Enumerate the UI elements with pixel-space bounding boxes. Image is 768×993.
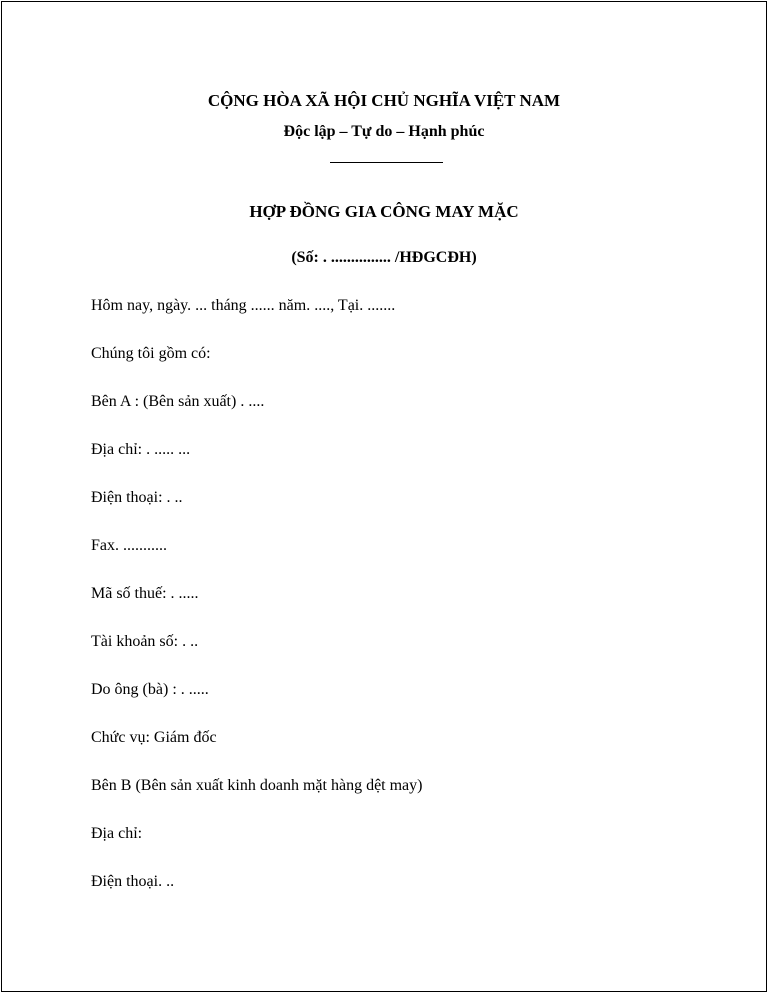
party-a-account: Tài khoản số: . .. — [91, 633, 199, 650]
date-location-line: Hôm nay, ngày. ... tháng ...... năm. ...., Tại. ....... — [91, 297, 396, 314]
motto-underline — [330, 162, 443, 163]
party-b-address: Địa chỉ: — [91, 825, 143, 842]
contract-title: HỢP ĐỒNG GIA CÔNG MAY MẶC — [249, 202, 519, 221]
parties-intro-line: Chúng tôi gồm có: — [91, 345, 211, 362]
contract-number: (Số: . ............... /HĐGCĐH) — [291, 249, 477, 266]
party-a-address: Địa chỉ: . ..... ... — [91, 441, 191, 458]
party-a-heading: Bên A : (Bên sản xuất) . .... — [91, 393, 265, 410]
party-a-tax-code: Mã số thuế: . ..... — [91, 585, 199, 602]
party-b-heading: Bên B (Bên sản xuất kinh doanh mặt hàng dệt may) — [91, 777, 423, 794]
party-a-fax: Fax. ........... — [91, 537, 167, 554]
document-page — [1, 1, 767, 992]
party-b-phone: Điện thoại. .. — [91, 873, 175, 890]
national-title: CỘNG HÒA XÃ HỘI CHỦ NGHĨA VIỆT NAM — [207, 91, 561, 110]
party-a-position: Chức vụ: Giám đốc — [91, 729, 217, 746]
party-a-representative: Do ông (bà) : . ..... — [91, 681, 209, 698]
party-a-phone: Điện thoại: . .. — [91, 489, 183, 506]
national-motto: Độc lập – Tự do – Hạnh phúc — [283, 123, 485, 140]
